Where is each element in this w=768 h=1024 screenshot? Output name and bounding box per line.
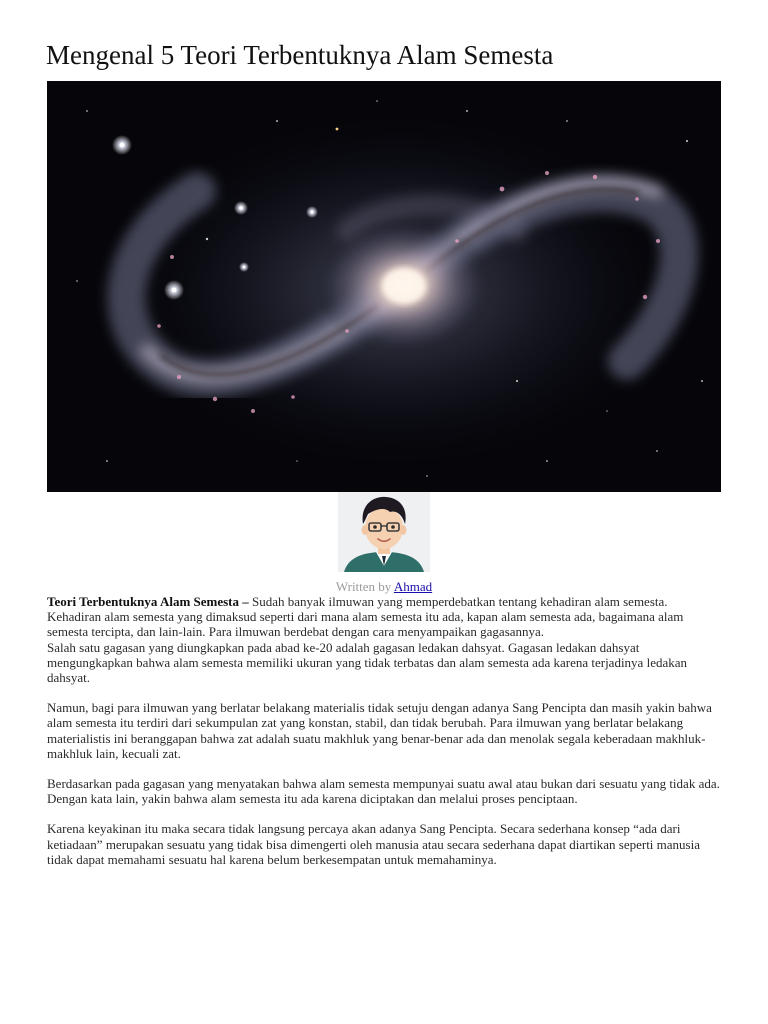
body-paragraph: Namun, bagi para ilmuwan yang berlatar belakang materialis tidak setuju dengan adanya Sang Pencipta dan masih yakin bahwa alam semesta itu terdiri dari sekumpulan zat yang konstan, stabil, dan tidak berubah. Para ilmuwan yang berlatar belakang materialistis ini beranggapan bahwa zat adalah suatu makhluk yang benar-benar ada dan menolak segala keberadaan makhluk-makhluk lain, kecuali zat.: [47, 700, 712, 761]
byline: [0, 579, 768, 595]
byline-prefix: Written by: [335, 579, 392, 594]
lead-bold-title: Teori Terbentuknya Alam Semesta –: [47, 594, 249, 609]
spiral-galaxy-image: [47, 81, 721, 492]
author-avatar: [338, 492, 430, 572]
body-paragraph: Salah satu gagasan yang diungkapkan pada abad ke-20 adalah gagasan ledakan dahsyat. Gagasan ledakan dahsyat mengungkapkan bahwa alam semesta memiliki ukuran yang tidak terbatas dan alam semesta ada karena terjadinya ledakan dahsyat.: [47, 639, 688, 686]
article-body: [47, 594, 721, 867]
body-paragraph: Karena keyakinan itu maka secara tidak langsung percaya akan adanya Sang Pencipta. Secara sederhana konsep “ada dari ketiadaan” merupakan sesuatu yang tidak bisa dimengerti oleh manusia atau secara sederhana dapat diartikan seperti manusia tidak dapat memahami sesuatu hal karena belum berkesempatan untuk memahaminya.: [47, 821, 700, 867]
lead-paragraph: [47, 594, 721, 640]
author-link[interactable]: Ahmad: [393, 579, 433, 594]
lead-text: Sudah banyak ilmuwan yang memperdebatkan tentang kehadiran alam semesta. Kehadiran alam semesta yang dimaksud seperti dari mana alam semesta itu ada, kapan alam semesta ada, bagaimana alam semesta tercipta, dan lain-lain. Para ilmuwan berdebat dengan cara menyampaikan gagasannya.: [47, 594, 684, 640]
body-paragraph: Berdasarkan pada gagasan yang menyatakan bahwa alam semesta mempunyai suatu awal atau bukan dari sesuatu yang tidak ada. Dengan kata lain, yakin bahwa alam semesta itu ada karena diciptakan dan melalui proses penciptaan.: [47, 776, 720, 807]
article-title: Mengenal 5 Teori Terbentuknya Alam Semesta: [46, 40, 554, 70]
